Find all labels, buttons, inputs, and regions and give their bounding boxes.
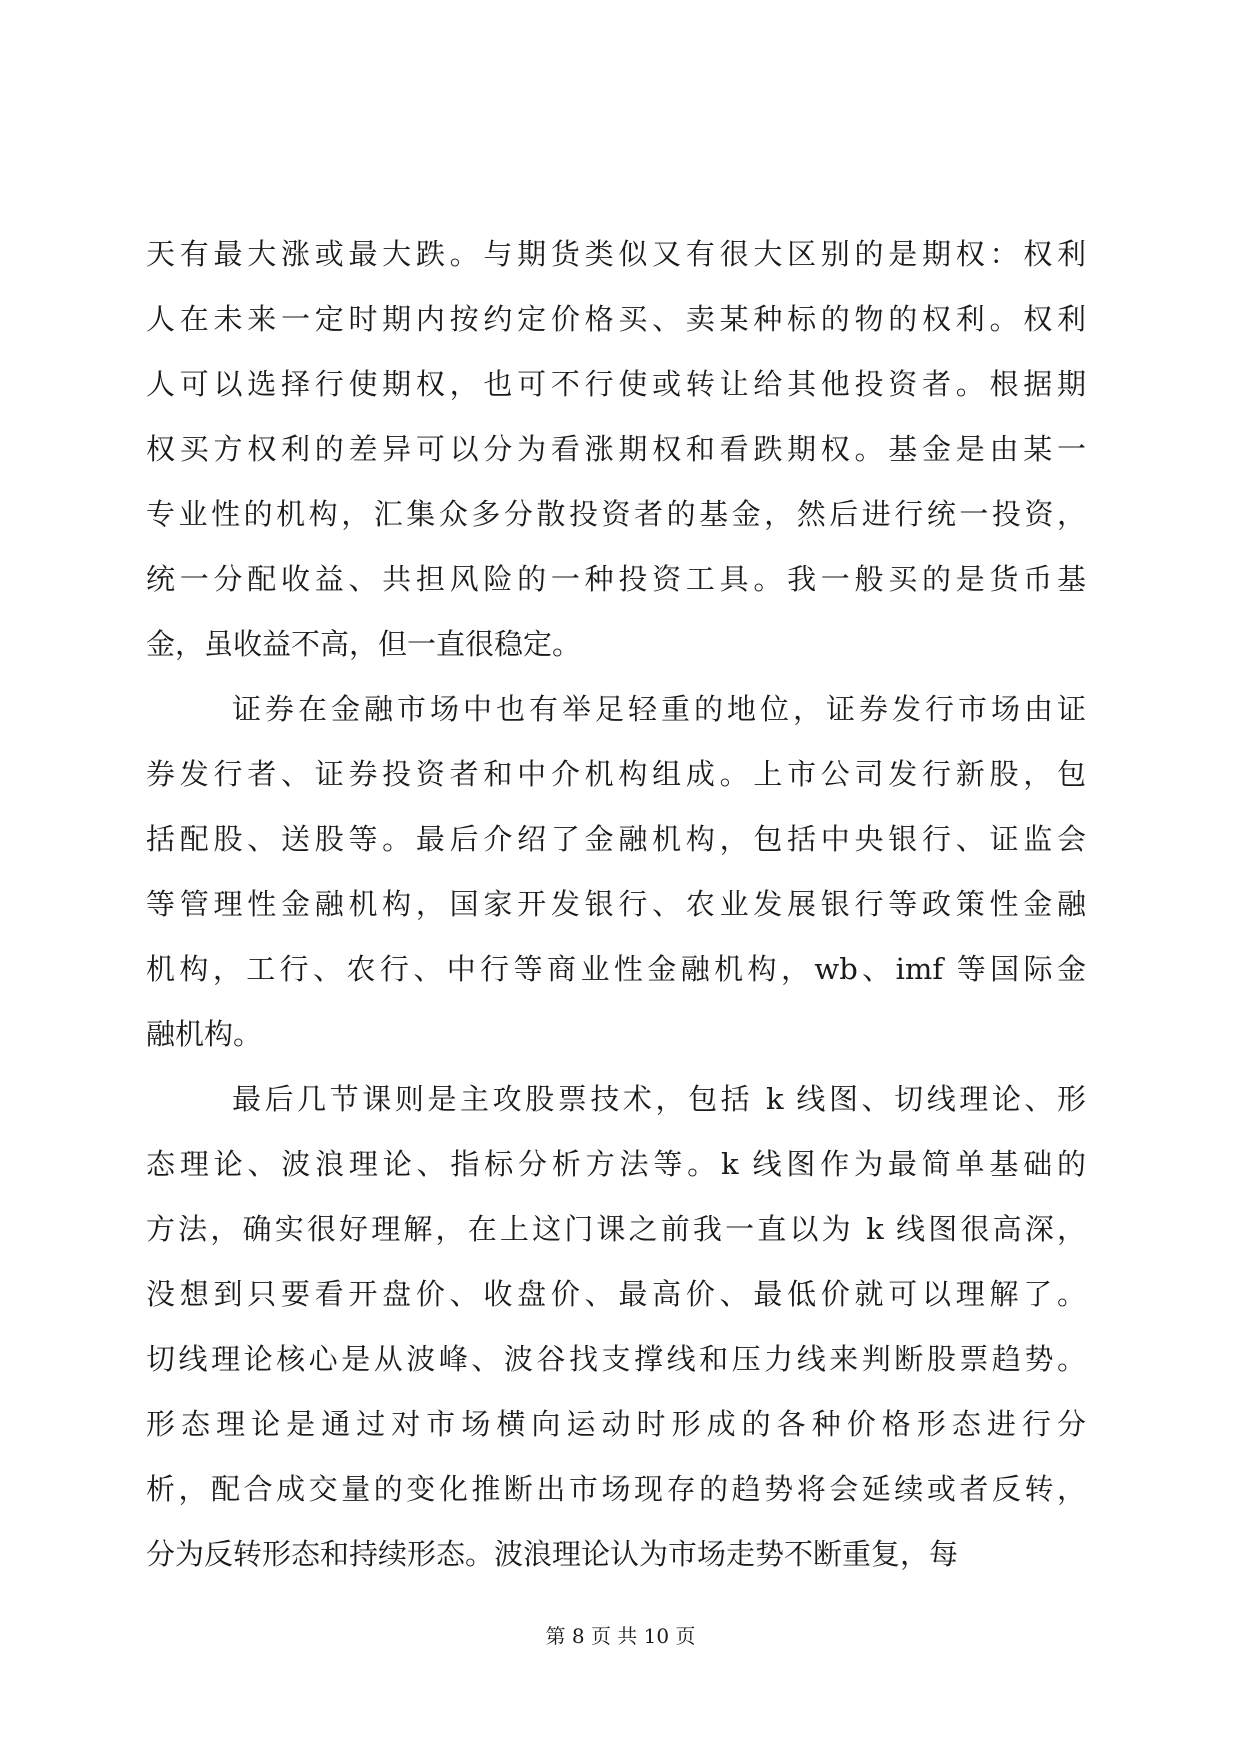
text-line: 金，虽收益不高，但一直很稳定。 [146, 627, 582, 661]
text-line: 券发行者、证券投资者和中介机构组成。上市公司发行新股，包 [146, 757, 1086, 791]
text-line: 切线理论核心是从波峰、波谷找支撑线和压力线来判断股票趋势。 [146, 1342, 1086, 1376]
text-line: 权买方权利的差异可以分为看涨期权和看跌期权。基金是由某一 [146, 432, 1086, 466]
text-line: 人在未来一定时期内按约定价格买、卖某种标的物的权利。权利 [146, 302, 1086, 336]
page-footer: 第 8 页 共 10 页 [545, 1624, 696, 1648]
text-line: 分为反转形态和持续形态。波浪理论认为市场走势不断重复，每 [146, 1537, 959, 1571]
text-line: 态理论、波浪理论、指标分析方法等。k 线图作为最简单基础的 [146, 1147, 1086, 1181]
text-line: 证券在金融市场中也有举足轻重的地位，证券发行市场由证 [232, 692, 1086, 726]
paragraph [146, 1067, 1086, 1587]
text-line: 最后几节课则是主攻股票技术，包括 k 线图、切线理论、形 [232, 1082, 1086, 1116]
text-line: 机构，工行、农行、中行等商业性金融机构，wb、imf 等国际金 [146, 952, 1086, 986]
text-line: 形态理论是通过对市场横向运动时形成的各种价格形态进行分 [146, 1407, 1086, 1441]
text-line: 人可以选择行使期权，也可不行使或转让给其他投资者。根据期 [146, 367, 1086, 401]
text-line: 专业性的机构，汇集众多分散投资者的基金，然后进行统一投资， [146, 497, 1086, 531]
text-line: 等管理性金融机构，国家开发银行、农业发展银行等政策性金融 [146, 887, 1086, 921]
text-line: 括配股、送股等。最后介绍了金融机构，包括中央银行、证监会 [146, 822, 1086, 856]
text-line: 方法，确实很好理解，在上这门课之前我一直以为 k 线图很高深， [146, 1212, 1086, 1246]
paragraph [146, 222, 1086, 677]
text-line: 析，配合成交量的变化推断出市场现存的趋势将会延续或者反转， [146, 1472, 1086, 1506]
text-line: 融机构。 [146, 1017, 263, 1051]
paragraph [146, 677, 1086, 1067]
text-line: 没想到只要看开盘价、收盘价、最高价、最低价就可以理解了。 [146, 1277, 1086, 1311]
text-line: 统一分配收益、共担风险的一种投资工具。我一般买的是货币基 [146, 562, 1086, 596]
document-body [146, 222, 1086, 1587]
text-line: 天有最大涨或最大跌。与期货类似又有很大区别的是期权：权利 [146, 237, 1086, 271]
